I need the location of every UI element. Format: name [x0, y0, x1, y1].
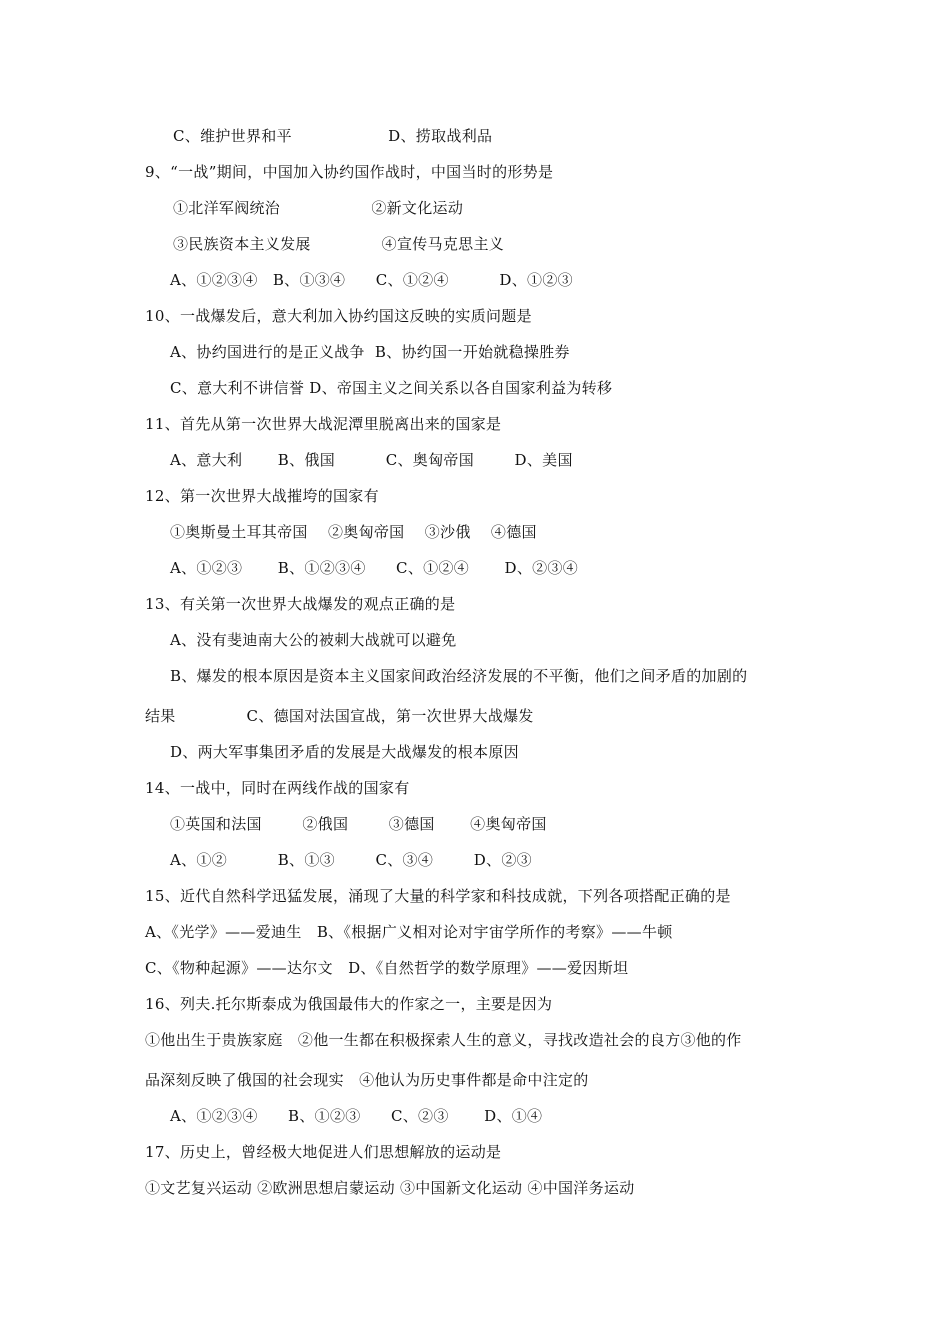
q9-options: A、①②③④ B、①③④ C、①②④ D、①②③ — [170, 271, 573, 289]
q14-items: ①英国和法国 ②俄国 ③德国 ④奥匈帝国 — [170, 815, 547, 833]
q12-options: A、①②③ B、①②③④ C、①②④ D、②③④ — [170, 559, 579, 577]
q16-items-line2: 品深刻反映了俄国的社会现实 ④他认为历史事件都是命中注定的 — [145, 1071, 589, 1089]
q12-stem: 12、第一次世界大战摧垮的国家有 — [145, 487, 379, 505]
q13-stem: 13、有关第一次世界大战爆发的观点正确的是 — [145, 595, 456, 613]
q9-items-34: ③民族资本主义发展 ④宣传马克思主义 — [173, 235, 505, 253]
q16-options: A、①②③④ B、①②③ C、②③ D、①④ — [170, 1107, 543, 1125]
q10-options-ab: A、协约国进行的是正义战争 B、协约国一开始就稳操胜券 — [170, 343, 570, 361]
q10-options-cd: C、意大利不讲信誉 D、帝国主义之间关系以各自国家利益为转移 — [170, 379, 613, 397]
q9-items-12: ①北洋军阀统治 ②新文化运动 — [173, 199, 464, 217]
q15-stem: 15、近代自然科学迅猛发展，涌现了大量的科学家和科技成就，下列各项搭配正确的是 — [145, 887, 731, 905]
q14-stem: 14、一战中，同时在两线作战的国家有 — [145, 779, 410, 797]
q13-option-b: B、爆发的根本原因是资本主义国家间政治经济发展的不平衡，他们之间矛盾的加剧的 — [170, 667, 748, 685]
q11-stem: 11、首先从第一次世界大战泥潭里脱离出来的国家是 — [145, 415, 502, 433]
q15-options-cd: C、《物种起源》——达尔文 D、《自然哲学的数学原理》——爱因斯坦 — [145, 959, 629, 977]
q12-items: ①奥斯曼土耳其帝国 ②奥匈帝国 ③沙俄 ④德国 — [170, 523, 537, 541]
q16-items-line1: ①他出生于贵族家庭 ②他一生都在积极探索人生的意义，寻找改造社会的良方③他的作 — [145, 1031, 742, 1049]
q9-stem: 9、“一战”期间，中国加入协约国作战时，中国当时的形势是 — [145, 163, 554, 181]
q16-stem: 16、列夫.托尔斯泰成为俄国最伟大的作家之一，主要是因为 — [145, 995, 553, 1013]
q13-option-d: D、两大军事集团矛盾的发展是大战爆发的根本原因 — [170, 743, 519, 761]
q15-options-ab: A、《光学》——爱迪生 B、《根据广义相对论对宇宙学所作的考察》——牛顿 — [145, 923, 673, 941]
q8-options-cd: C、维护世界和平 D、捞取战利品 — [173, 127, 493, 145]
q14-options: A、①② B、①③ C、③④ D、②③ — [170, 851, 532, 869]
q10-stem: 10、一战爆发后，意大利加入协约国这反映的实质问题是 — [145, 307, 532, 325]
q13-option-b-cont-c: 结果 C、德国对法国宣战，第一次世界大战爆发 — [145, 707, 534, 725]
q17-items: ①文艺复兴运动 ②欧洲思想启蒙运动 ③中国新文化运动 ④中国洋务运动 — [145, 1179, 635, 1197]
q11-options: A、意大利 B、俄国 C、奥匈帝国 D、美国 — [170, 451, 573, 469]
q17-stem: 17、历史上，曾经极大地促进人们思想解放的运动是 — [145, 1143, 502, 1161]
q13-option-a: A、没有斐迪南大公的被刺大战就可以避免 — [170, 631, 457, 649]
